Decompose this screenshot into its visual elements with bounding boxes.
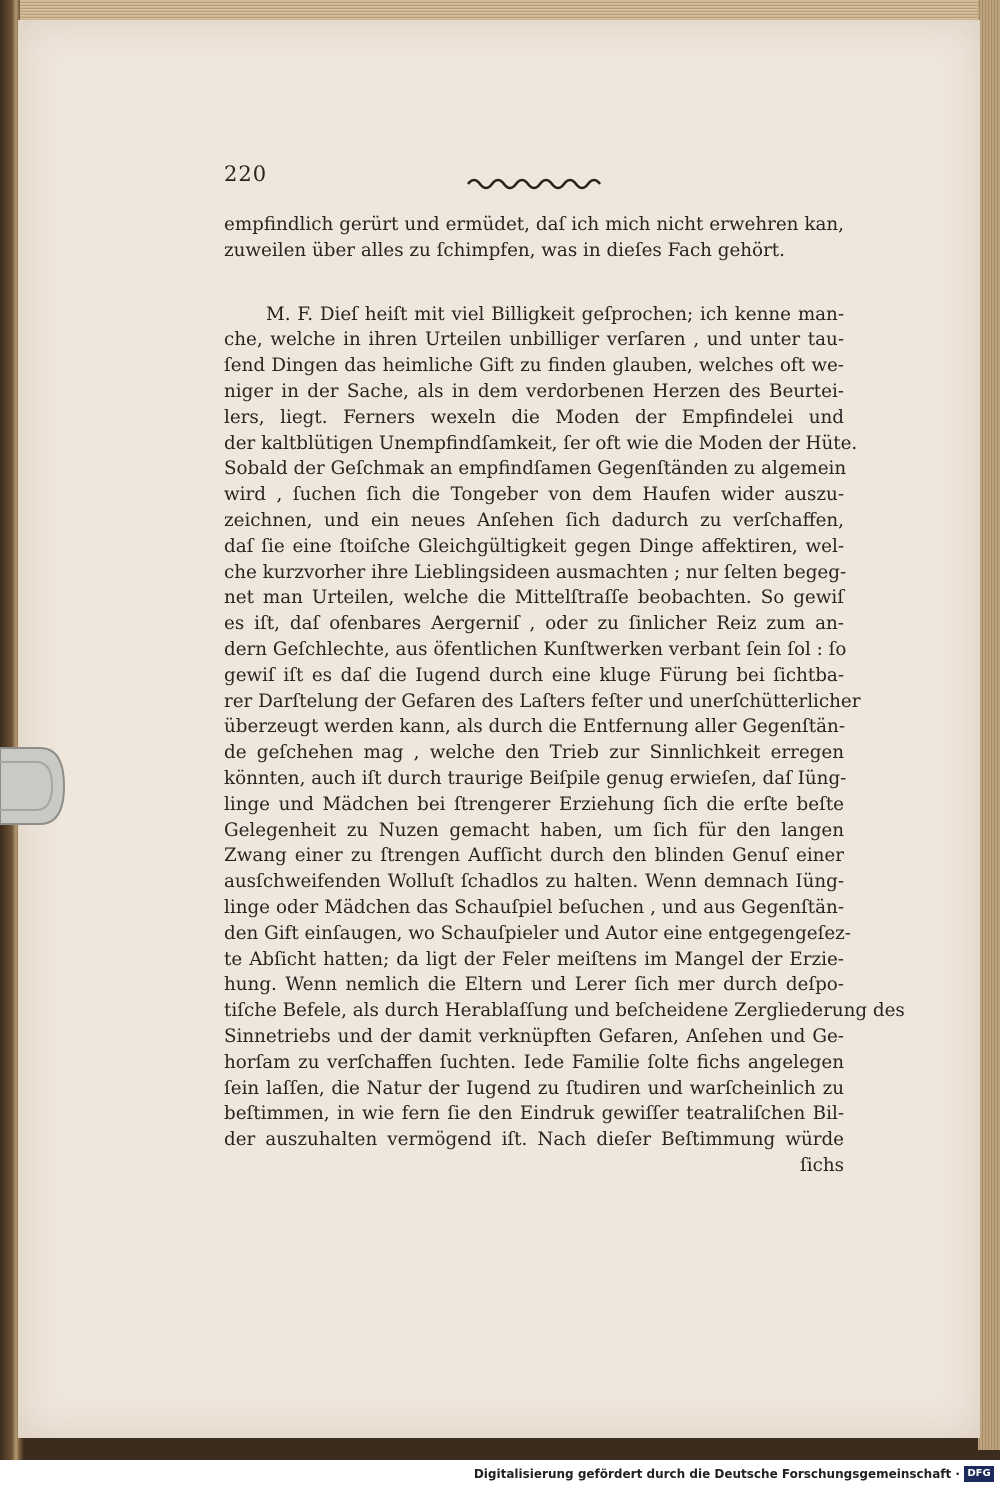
text-line: der auszuhalten vermögend iſt. Nach dieſer Beſtimmung würde xyxy=(224,1129,844,1151)
page-number: 220 xyxy=(224,162,268,186)
text-line: te Abſicht hatten; da ligt der Feler meiſtens im Mangel der Erzie- xyxy=(224,948,844,970)
text-line: net man Urteilen, welche die Mittelſtraſſe beobachten. So gewiſ xyxy=(224,587,844,609)
text-line: che, welche in ihren Urteilen unbilliger verſaren , und unter tau- xyxy=(224,329,844,351)
footer-bar xyxy=(0,1460,1000,1490)
catchword: ſichs xyxy=(799,1154,844,1176)
text-line: de geſchehen mag , welche den Trieb zur Sinnlichkeit erregen xyxy=(224,742,844,764)
text-line: ſein laſſen, die Natur der Iugend zu ſtudiren und warſcheinlich zu xyxy=(224,1077,844,1099)
text-line: Sobald der Geſchmak an empfindſamen Gegenſtänden zu algemein xyxy=(224,458,847,480)
text-line: ausſchweifenden Wolluſt ſchadlos zu halten. Wenn demnach Iüng- xyxy=(224,871,844,893)
text-line: tiſche Befele, als durch Herablaſſung und beſcheidene Zergliederung des xyxy=(224,1000,905,1022)
text-line: beſtimmen, in wie fern ſie den Eindruk gewiſſer teatraliſchen Bil- xyxy=(224,1103,844,1125)
text-line: hung. Wenn nemlich die Eltern und Lerer ſich mer durch deſpo- xyxy=(224,974,844,996)
paragraph-2 xyxy=(224,302,905,1153)
text-line: linge oder Mädchen das Schauſpiel beſuchen , und aus Gegenſtän- xyxy=(224,896,844,918)
text-line: ſend Dingen das heimliche Gift zu finden glauben, welches oft we- xyxy=(224,355,844,377)
text-line: niger in der Sache, als in dem verdorbenen Herzen des Beurtei- xyxy=(224,380,844,402)
dfg-logo: DFG xyxy=(964,1466,994,1482)
text-line: rer Darſtelung der Gefaren des Laſters feſter und unerſchütterlicher xyxy=(224,690,861,712)
paragraph-1 xyxy=(224,212,844,264)
text-line: der kaltblütigen Unempfindſamkeit, ſer oft wie die Moden der Hüte. xyxy=(224,432,858,454)
text-line: Sinnetriebs und der damit verknüpften Gefaren, Anſehen und Ge- xyxy=(224,1025,844,1047)
text-line: überzeugt werden kann, als durch die Entfernung aller Gegenſtän- xyxy=(224,716,846,738)
text-line: zeichnen, und ein neues Anſehen ſich dadurch zu verſchaffen, xyxy=(224,509,844,531)
text-line: den Gift einſaugen, wo Schauſpieler und Autor eine entgegengeſez- xyxy=(224,922,851,944)
text-line: M. F. Dieſ heiſt mit viel Billigkeit geſprochen; ich kenne man- xyxy=(266,303,844,325)
text-line: dern Geſchlechte, aus öfentlichen Kunſtwerken verbant ſein ſol : ſo xyxy=(224,638,847,660)
book-fore-edge xyxy=(978,0,1000,1450)
text-line: Zwang einer zu ſtrengen Aufſicht durch den blinden Genuſ einer xyxy=(224,845,844,867)
text-line: empfindlich gerürt und ermüdet, daſ ich mich nicht erwehren kan, xyxy=(224,214,844,235)
header-ornament-icon xyxy=(466,172,606,192)
footer-credit: Digitalisierung gefördert durch die Deutsche Forschungsgemeinschaft · xyxy=(473,1467,960,1481)
text-line: che kurzvorher ihre Lieblingsideen ausmachten ; nur ſelten begeg- xyxy=(224,561,847,583)
text-line: Gelegenheit zu Nuzen gemacht haben, um ſich für den langen xyxy=(224,819,844,841)
text-line: daſ ſie eine ſtoiſche Gleichgültigkeit gegen Dinge affektiren, wel- xyxy=(224,535,844,557)
page-text xyxy=(224,212,905,1179)
text-line: horſam zu verſchaffen ſuchten. Iede Familie ſolte fichs angelegen xyxy=(224,1051,844,1073)
text-line: es iſt, daſ ofenbares Aergerniſ , oder zu ſinlicher Reiz zum an- xyxy=(224,613,844,635)
page-clip-icon xyxy=(0,736,66,836)
text-line: könnten, auch iſt durch traurige Beiſpile genug erwieſen, daſ Iüng- xyxy=(224,767,847,789)
text-line: lers, liegt. Ferners wexeln die Moden der Empfindelei und xyxy=(224,406,844,428)
text-line: zuweilen über alles zu ſchimpfen, was in dieſes Fach gehört. xyxy=(224,239,785,261)
text-line: linge und Mädchen bei ſtrengerer Erziehung ſich die erſte beſte xyxy=(224,793,844,815)
paragraph-gap xyxy=(224,264,844,302)
text-line: gewiſ iſt es daſ die Iugend durch eine kluge Fürung bei ſichtba- xyxy=(224,664,844,686)
text-line: wird , ſuchen ſich die Tongeber von dem Haufen wider auszu- xyxy=(224,484,844,506)
